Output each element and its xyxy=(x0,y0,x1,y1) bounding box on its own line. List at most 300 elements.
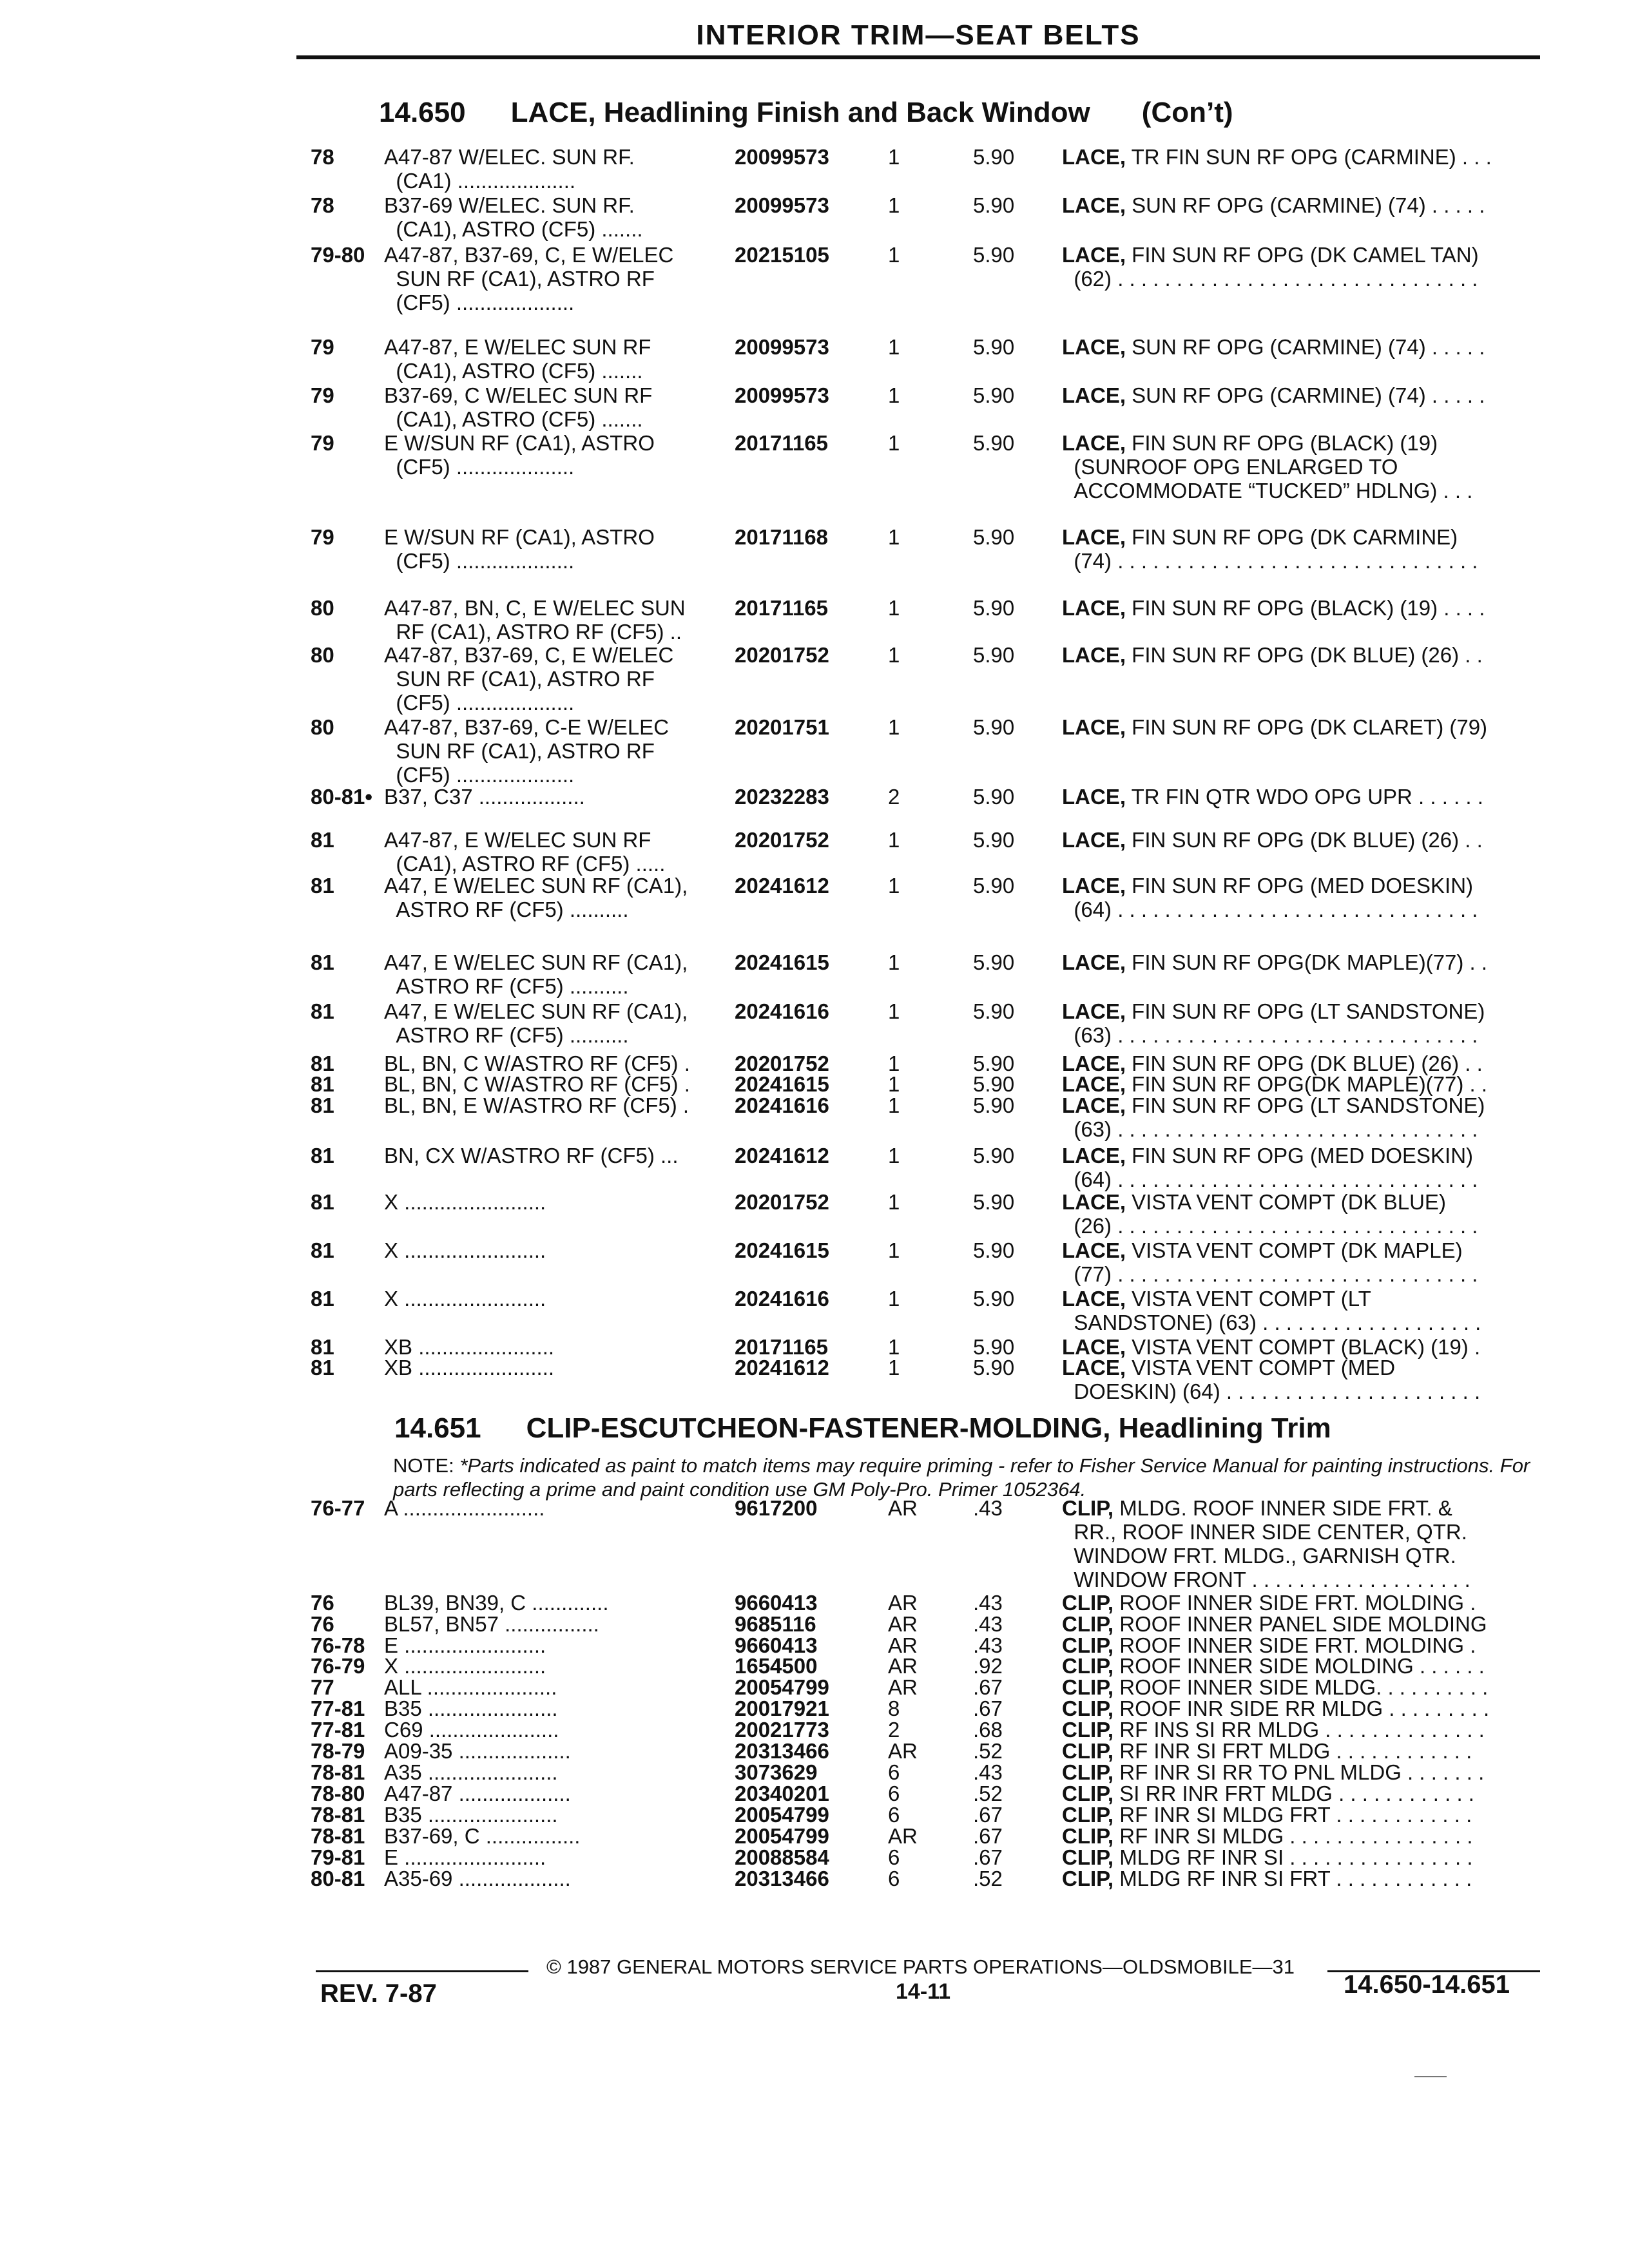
model-cell: A09-35 ................... xyxy=(384,1739,571,1763)
quantity-cell: 1 xyxy=(888,431,900,455)
year-cell: 79 xyxy=(311,525,334,549)
description-cell xyxy=(1062,1591,1526,1615)
price-cell: .43 xyxy=(973,1496,1003,1520)
price-cell: .43 xyxy=(973,1633,1003,1657)
model-cell: E ........................ xyxy=(384,1633,546,1657)
part-number-cell: 20241612 xyxy=(735,1144,829,1168)
year-cell: 81 xyxy=(311,874,334,898)
year-cell: 78-80 xyxy=(311,1782,365,1805)
description-cell xyxy=(1062,431,1526,503)
description-cell xyxy=(1062,1739,1526,1763)
price-cell: .92 xyxy=(973,1654,1003,1678)
quantity-cell: 8 xyxy=(888,1696,900,1720)
description-cell xyxy=(1062,999,1526,1047)
description-cell xyxy=(1062,243,1526,291)
year-cell: 78-81 xyxy=(311,1760,365,1784)
price-cell: .52 xyxy=(973,1867,1003,1890)
year-cell: 80 xyxy=(311,643,334,667)
year-cell: 79 xyxy=(311,383,334,407)
description-cell xyxy=(1062,193,1526,217)
description-keyword: LACE, xyxy=(1062,1144,1126,1168)
description-keyword: LACE, xyxy=(1062,1093,1126,1117)
revision-label: REV. 7-87 xyxy=(320,1979,437,2008)
description-cell xyxy=(1062,950,1526,974)
quantity-cell: 1 xyxy=(888,1335,900,1359)
description-cell xyxy=(1062,874,1526,921)
model-cell: B37, C37 .................. xyxy=(384,785,585,809)
part-number-cell: 20241616 xyxy=(735,999,829,1023)
price-cell: 5.90 xyxy=(973,525,1015,549)
year-cell: 81 xyxy=(311,1287,334,1311)
year-cell: 81 xyxy=(311,950,334,974)
model-cell: A47-87, B37-69, C, E W/ELEC SUN RF (CA1), ASTRO RF (CF5) .................... xyxy=(384,243,674,314)
part-number-cell: 20054799 xyxy=(735,1675,829,1699)
model-cell: E ........................ xyxy=(384,1845,546,1869)
price-cell: 5.90 xyxy=(973,1287,1015,1311)
part-number-cell: 20201752 xyxy=(735,828,829,852)
quantity-cell: 1 xyxy=(888,715,900,739)
description-text: FIN SUN RF OPG (BLACK) (19) . . . . xyxy=(1126,596,1485,620)
model-cell: BL, BN, C W/ASTRO RF (CF5) . xyxy=(384,1052,690,1075)
model-cell: A ........................ xyxy=(384,1496,545,1520)
description-cell xyxy=(1062,1654,1526,1678)
year-cell: 79-81 xyxy=(311,1845,365,1869)
description-cell xyxy=(1062,1496,1526,1591)
quantity-cell: 6 xyxy=(888,1803,900,1827)
description-keyword: CLIP, xyxy=(1062,1824,1114,1848)
year-cell: 78 xyxy=(311,145,334,169)
description-cell xyxy=(1062,145,1526,169)
part-number-cell: 20021773 xyxy=(735,1718,829,1742)
description-text: MLDG. ROOF INNER SIDE FRT. & RR., ROOF INNER SIDE CENTER, QTR. WINDOW FRT. MLDG., GARNISH QTR. WINDOW FRONT . . . . . . . . . . . . . . . . . . . xyxy=(1074,1496,1470,1591)
price-cell: 5.90 xyxy=(973,193,1015,217)
year-cell: 81 xyxy=(311,1072,334,1096)
description-cell xyxy=(1062,643,1526,667)
part-number-cell: 20054799 xyxy=(735,1803,829,1827)
model-cell: B37-69, C ................ xyxy=(384,1824,581,1848)
quantity-cell: 1 xyxy=(888,828,900,852)
price-cell: 5.90 xyxy=(973,785,1015,809)
year-cell: 80 xyxy=(311,596,334,620)
quantity-cell: 1 xyxy=(888,1144,900,1168)
part-number-cell: 20099573 xyxy=(735,335,829,359)
price-cell: .67 xyxy=(973,1675,1003,1699)
footer-rule-left xyxy=(316,1970,528,1972)
description-cell xyxy=(1062,383,1526,407)
description-text: FIN SUN RF OPG (DK CLARET) (79) xyxy=(1126,715,1488,739)
quantity-cell: 1 xyxy=(888,1287,900,1311)
model-cell: A35 ...................... xyxy=(384,1760,558,1784)
part-number-cell: 20241612 xyxy=(735,874,829,898)
year-cell: 78-79 xyxy=(311,1739,365,1763)
year-cell: 81 xyxy=(311,999,334,1023)
year-cell: 76-78 xyxy=(311,1633,365,1657)
description-text: FIN SUN RF OPG (MED DOESKIN) (64) . . . . . . . . . . . . . . . . . . . . . . . . . . . . . . . xyxy=(1074,1144,1478,1191)
year-cell: 81 xyxy=(311,1144,334,1168)
quantity-cell: 1 xyxy=(888,999,900,1023)
description-keyword: LACE, xyxy=(1062,999,1126,1023)
quantity-cell: AR xyxy=(888,1739,918,1763)
section-heading-14651 xyxy=(394,1412,1331,1445)
description-keyword: CLIP, xyxy=(1062,1591,1114,1615)
model-cell: X ........................ xyxy=(384,1654,546,1678)
price-cell: 5.90 xyxy=(973,950,1015,974)
model-cell: A47-87, E W/ELEC SUN RF (CA1), ASTRO RF (CF5) ..... xyxy=(384,828,666,876)
description-keyword: LACE, xyxy=(1062,828,1126,852)
part-number-cell: 20201752 xyxy=(735,1052,829,1075)
description-text: SUN RF OPG (CARMINE) (74) . . . . . xyxy=(1126,335,1485,359)
quantity-cell: 1 xyxy=(888,1190,900,1214)
description-keyword: CLIP, xyxy=(1062,1612,1114,1636)
year-cell: 78 xyxy=(311,193,334,217)
model-cell: BL, BN, E W/ASTRO RF (CF5) . xyxy=(384,1093,689,1117)
section-range: 14.650-14.651 xyxy=(1344,1970,1510,1999)
description-text: FIN SUN RF OPG (MED DOESKIN) (64) . . . . . . . . . . . . . . . . . . . . . . . . . . . . . . . xyxy=(1074,874,1478,921)
description-keyword: CLIP, xyxy=(1062,1739,1114,1763)
description-cell xyxy=(1062,715,1526,739)
description-text: FIN SUN RF OPG (BLACK) (19) (SUNROOF OPG ENLARGED TO ACCOMMODATE “TUCKED” HDLNG) . . . xyxy=(1074,431,1473,503)
description-keyword: LACE, xyxy=(1062,525,1126,549)
description-keyword: LACE, xyxy=(1062,1356,1126,1379)
section-title: CLIP-ESCUTCHEON-FASTENER-MOLDING, Headlining Trim xyxy=(526,1412,1331,1444)
description-text: FIN SUN RF OPG (DK BLUE) (26) . . xyxy=(1126,643,1483,667)
description-text: RF INS SI RR MLDG . . . . . . . . . . . . . . xyxy=(1113,1718,1485,1742)
model-cell: C69 ...................... xyxy=(384,1718,559,1742)
year-cell: 81 xyxy=(311,1052,334,1075)
quantity-cell: 6 xyxy=(888,1845,900,1869)
description-text: TR FIN SUN RF OPG (CARMINE) . . . xyxy=(1126,145,1492,169)
description-text: RF INR SI RR TO PNL MLDG . . . . . . . xyxy=(1113,1760,1485,1784)
description-cell xyxy=(1062,1718,1526,1742)
model-cell: XB ....................... xyxy=(384,1335,555,1359)
model-cell: A35-69 ................... xyxy=(384,1867,571,1890)
description-text: FIN SUN RF OPG (LT SANDSTONE) (63) . . . . . . . . . . . . . . . . . . . . . . . . . . . . . . . xyxy=(1074,999,1485,1047)
year-cell: 80 xyxy=(311,715,334,739)
price-cell: 5.90 xyxy=(973,1238,1015,1262)
price-cell: 5.90 xyxy=(973,1093,1015,1117)
description-cell xyxy=(1062,1072,1526,1096)
year-cell: 77 xyxy=(311,1675,334,1699)
year-cell: 77-81 xyxy=(311,1696,365,1720)
price-cell: 5.90 xyxy=(973,243,1015,267)
footer-copyright: © 1987 GENERAL MOTORS SERVICE PARTS OPERATIONS—OLDSMOBILE—31 xyxy=(546,1956,1295,1978)
description-keyword: LACE, xyxy=(1062,383,1126,407)
part-number-cell: 20201751 xyxy=(735,715,829,739)
part-number-cell: 20099573 xyxy=(735,145,829,169)
model-cell: BN, CX W/ASTRO RF (CF5) ... xyxy=(384,1144,679,1168)
year-cell: 76-79 xyxy=(311,1654,365,1678)
price-cell: .43 xyxy=(973,1612,1003,1636)
description-cell xyxy=(1062,1675,1526,1699)
part-number-cell: 20340201 xyxy=(735,1782,829,1805)
part-number-cell: 20313466 xyxy=(735,1867,829,1890)
quantity-cell: 2 xyxy=(888,1718,900,1742)
description-text: TR FIN QTR WDO OPG UPR . . . . . . xyxy=(1126,785,1483,809)
description-text: ROOF INNER SIDE FRT. MOLDING . xyxy=(1113,1633,1476,1657)
quantity-cell: 1 xyxy=(888,950,900,974)
model-cell: BL, BN, C W/ASTRO RF (CF5) . xyxy=(384,1072,690,1096)
part-number-cell: 9660413 xyxy=(735,1591,818,1615)
quantity-cell: AR xyxy=(888,1612,918,1636)
description-cell xyxy=(1062,1845,1526,1869)
section-title: LACE, Headlining Finish and Back Window xyxy=(510,97,1090,128)
description-text: FIN SUN RF OPG (LT SANDSTONE) (63) . . . . . . . . . . . . . . . . . . . . . . . . . . . . . . . xyxy=(1074,1093,1485,1141)
price-cell: .67 xyxy=(973,1696,1003,1720)
part-number-cell: 20232283 xyxy=(735,785,829,809)
description-keyword: CLIP, xyxy=(1062,1803,1114,1827)
description-cell xyxy=(1062,1760,1526,1784)
year-cell: 81 xyxy=(311,1093,334,1117)
model-cell: A47, E W/ELEC SUN RF (CA1), ASTRO RF (CF5) .......... xyxy=(384,874,688,921)
part-number-cell: 9660413 xyxy=(735,1633,818,1657)
quantity-cell: 6 xyxy=(888,1760,900,1784)
note-label: NOTE: xyxy=(393,1454,454,1477)
price-cell: 5.90 xyxy=(973,715,1015,739)
description-keyword: CLIP, xyxy=(1062,1845,1114,1869)
price-cell: .52 xyxy=(973,1782,1003,1805)
description-text: FIN SUN RF OPG(DK MAPLE)(77) . . xyxy=(1126,1072,1488,1096)
page-title: INTERIOR TRIM—SEAT BELTS xyxy=(296,19,1540,59)
part-number-cell: 20201752 xyxy=(735,1190,829,1214)
model-cell: X ........................ xyxy=(384,1190,546,1214)
description-text: ROOF INNER SIDE MOLDING . . . . . . xyxy=(1113,1654,1485,1678)
price-cell: 5.90 xyxy=(973,1144,1015,1168)
price-cell: 5.90 xyxy=(973,596,1015,620)
quantity-cell: 1 xyxy=(888,596,900,620)
description-keyword: LACE, xyxy=(1062,1190,1126,1214)
year-cell: 76 xyxy=(311,1591,334,1615)
description-text: VISTA VENT COMPT (DK MAPLE) (77) . . . . . . . . . . . . . . . . . . . . . . . . . . . . . . . xyxy=(1074,1238,1478,1286)
description-keyword: LACE, xyxy=(1062,785,1126,809)
price-cell: 5.90 xyxy=(973,145,1015,169)
description-cell xyxy=(1062,1093,1526,1141)
price-cell: 5.90 xyxy=(973,383,1015,407)
description-cell xyxy=(1062,1356,1526,1403)
price-cell: .68 xyxy=(973,1718,1003,1742)
description-text: FIN SUN RF OPG (DK CARMINE) (74) . . . . . . . . . . . . . . . . . . . . . . . . . . . . . . . xyxy=(1074,525,1478,573)
part-number-cell: 9617200 xyxy=(735,1496,818,1520)
year-cell: 81 xyxy=(311,828,334,852)
price-cell: 5.90 xyxy=(973,999,1015,1023)
description-cell xyxy=(1062,828,1526,852)
model-cell: BL39, BN39, C ............. xyxy=(384,1591,609,1615)
description-keyword: LACE, xyxy=(1062,596,1126,620)
quantity-cell: 1 xyxy=(888,1093,900,1117)
description-text: VISTA VENT COMPT (LT SANDSTONE) (63) . . . . . . . . . . . . . . . . . . . xyxy=(1074,1287,1481,1334)
description-keyword: CLIP, xyxy=(1062,1867,1114,1890)
description-text: FIN SUN RF OPG (DK CAMEL TAN) (62) . . . . . . . . . . . . . . . . . . . . . . . . . . . . . . . xyxy=(1074,243,1479,291)
description-keyword: LACE, xyxy=(1062,950,1126,974)
quantity-cell: AR xyxy=(888,1591,918,1615)
year-cell: 79 xyxy=(311,431,334,455)
quantity-cell: 1 xyxy=(888,525,900,549)
page-number: 14-11 xyxy=(896,1979,951,2004)
quantity-cell: 1 xyxy=(888,193,900,217)
model-cell: B35 ...................... xyxy=(384,1696,558,1720)
description-keyword: LACE, xyxy=(1062,643,1126,667)
model-cell: BL57, BN57 ................ xyxy=(384,1612,599,1636)
price-cell: 5.90 xyxy=(973,1072,1015,1096)
price-cell: 5.90 xyxy=(973,1335,1015,1359)
description-cell xyxy=(1062,1824,1526,1848)
description-text: RF INR SI MLDG . . . . . . . . . . . . . . . . xyxy=(1113,1824,1473,1848)
model-cell: XB ....................... xyxy=(384,1356,555,1379)
section-number: 14.651 xyxy=(394,1412,481,1444)
description-keyword: LACE, xyxy=(1062,1052,1126,1075)
description-keyword: CLIP, xyxy=(1062,1496,1114,1520)
model-cell: B37-69, C W/ELEC SUN RF (CA1), ASTRO (CF5) ....... xyxy=(384,383,653,431)
quantity-cell: AR xyxy=(888,1675,918,1699)
description-text: FIN SUN RF OPG(DK MAPLE)(77) . . xyxy=(1126,950,1488,974)
year-cell: 76-77 xyxy=(311,1496,365,1520)
model-cell: E W/SUN RF (CA1), ASTRO (CF5) .................... xyxy=(384,431,655,479)
description-text: SUN RF OPG (CARMINE) (74) . . . . . xyxy=(1126,383,1485,407)
model-cell: A47-87, B37-69, C-E W/ELEC SUN RF (CA1), ASTRO RF (CF5) .................... xyxy=(384,715,670,787)
year-cell: 78-81 xyxy=(311,1824,365,1848)
quantity-cell: 6 xyxy=(888,1867,900,1890)
price-cell: .67 xyxy=(973,1845,1003,1869)
year-cell: 81 xyxy=(311,1238,334,1262)
description-text: MLDG RF INR SI FRT . . . . . . . . . . . . xyxy=(1113,1867,1472,1890)
section-heading-14650 xyxy=(379,97,1233,129)
description-keyword: LACE, xyxy=(1062,874,1126,898)
price-cell: 5.90 xyxy=(973,643,1015,667)
description-keyword: CLIP, xyxy=(1062,1760,1114,1784)
description-text: MLDG RF INR SI . . . . . . . . . . . . . . . . xyxy=(1113,1845,1473,1869)
description-cell xyxy=(1062,1190,1526,1238)
quantity-cell: 6 xyxy=(888,1782,900,1805)
description-keyword: LACE, xyxy=(1062,145,1126,169)
model-cell: X ........................ xyxy=(384,1238,546,1262)
part-number-cell: 20099573 xyxy=(735,193,829,217)
description-text: RF INR SI FRT MLDG . . . . . . . . . . . . xyxy=(1113,1739,1472,1763)
part-number-cell: 20313466 xyxy=(735,1739,829,1763)
description-text: SI RR INR FRT MLDG . . . . . . . . . . . . xyxy=(1113,1782,1474,1805)
model-cell: A47-87 W/ELEC. SUN RF. (CA1) .................... xyxy=(384,145,635,193)
quantity-cell: 1 xyxy=(888,243,900,267)
note xyxy=(393,1454,1534,1501)
description-cell xyxy=(1062,785,1526,809)
year-cell: 80-81• xyxy=(311,785,372,809)
year-cell: 81 xyxy=(311,1190,334,1214)
part-number-cell: 20054799 xyxy=(735,1824,829,1848)
part-number-cell: 20241612 xyxy=(735,1356,829,1379)
description-text: FIN SUN RF OPG (DK BLUE) (26) . . xyxy=(1126,828,1483,852)
description-keyword: LACE, xyxy=(1062,1335,1126,1359)
description-text: FIN SUN RF OPG (DK BLUE) (26) . . xyxy=(1126,1052,1483,1075)
quantity-cell: 2 xyxy=(888,785,900,809)
description-cell xyxy=(1062,596,1526,620)
description-cell xyxy=(1062,1782,1526,1805)
price-cell: 5.90 xyxy=(973,1356,1015,1379)
part-number-cell: 20088584 xyxy=(735,1845,829,1869)
year-cell: 79 xyxy=(311,335,334,359)
description-text: ROOF INNER PANEL SIDE MOLDING xyxy=(1113,1612,1487,1636)
year-cell: 81 xyxy=(311,1356,334,1379)
description-text: ROOF INR SIDE RR MLDG . . . . . . . . . xyxy=(1113,1696,1490,1720)
year-cell: 79-80 xyxy=(311,243,365,267)
year-cell: 80-81 xyxy=(311,1867,365,1890)
description-text: VISTA VENT COMPT (DK BLUE) (26) . . . . . . . . . . . . . . . . . . . . . . . . . . . . . . . xyxy=(1074,1190,1478,1238)
part-number-cell: 1654500 xyxy=(735,1654,818,1678)
year-cell: 76 xyxy=(311,1612,334,1636)
model-cell: A47-87, B37-69, C, E W/ELEC SUN RF (CA1), ASTRO RF (CF5) .................... xyxy=(384,643,674,715)
scan-mark xyxy=(1414,2076,1447,2077)
description-cell xyxy=(1062,1867,1526,1890)
part-number-cell: 20241615 xyxy=(735,950,829,974)
part-number-cell: 20201752 xyxy=(735,643,829,667)
price-cell: .67 xyxy=(973,1803,1003,1827)
model-cell: X ........................ xyxy=(384,1287,546,1311)
description-text: SUN RF OPG (CARMINE) (74) . . . . . xyxy=(1126,193,1485,217)
part-number-cell: 20171165 xyxy=(735,596,829,620)
model-cell: A47, E W/ELEC SUN RF (CA1), ASTRO RF (CF5) .......... xyxy=(384,999,688,1047)
year-cell: 77-81 xyxy=(311,1718,365,1742)
description-cell xyxy=(1062,1696,1526,1720)
quantity-cell: 1 xyxy=(888,1052,900,1075)
description-keyword: LACE, xyxy=(1062,715,1126,739)
model-cell: A47-87, BN, C, E W/ELEC SUN RF (CA1), ASTRO RF (CF5) .. xyxy=(384,596,686,644)
quantity-cell: 1 xyxy=(888,1238,900,1262)
description-keyword: CLIP, xyxy=(1062,1696,1114,1720)
description-cell xyxy=(1062,1803,1526,1827)
description-keyword: LACE, xyxy=(1062,1287,1126,1311)
price-cell: 5.90 xyxy=(973,874,1015,898)
description-text: ROOF INNER SIDE FRT. MOLDING . xyxy=(1113,1591,1476,1615)
model-cell: ALL ...................... xyxy=(384,1675,557,1699)
description-keyword: LACE, xyxy=(1062,243,1126,267)
quantity-cell: AR xyxy=(888,1496,918,1520)
description-cell xyxy=(1062,335,1526,359)
description-text: ROOF INNER SIDE MLDG. . . . . . . . . . xyxy=(1113,1675,1489,1699)
price-cell: .67 xyxy=(973,1824,1003,1848)
price-cell: 5.90 xyxy=(973,1190,1015,1214)
quantity-cell: 1 xyxy=(888,874,900,898)
description-cell xyxy=(1062,525,1526,573)
quantity-cell: AR xyxy=(888,1824,918,1848)
description-keyword: LACE, xyxy=(1062,1072,1126,1096)
quantity-cell: 1 xyxy=(888,383,900,407)
quantity-cell: 1 xyxy=(888,643,900,667)
part-number-cell: 20171165 xyxy=(735,1335,829,1359)
price-cell: 5.90 xyxy=(973,828,1015,852)
description-keyword: CLIP, xyxy=(1062,1675,1114,1699)
model-cell: A47-87 ................... xyxy=(384,1782,571,1805)
note-text: *Parts indicated as paint to match items may require priming - refer to Fisher Service Manual for painting instructions. For parts reflecting a prime and paint condition use GM Poly-Pro. Primer 1052364. xyxy=(393,1454,1530,1501)
price-cell: 5.90 xyxy=(973,335,1015,359)
part-number-cell: 20171165 xyxy=(735,431,829,455)
description-cell xyxy=(1062,1612,1526,1636)
part-number-cell: 20017921 xyxy=(735,1696,829,1720)
part-number-cell: 3073629 xyxy=(735,1760,818,1784)
description-keyword: CLIP, xyxy=(1062,1782,1114,1805)
description-text: VISTA VENT COMPT (MED DOESKIN) (64) . . . . . . . . . . . . . . . . . . . . . . xyxy=(1074,1356,1481,1403)
part-number-cell: 20241615 xyxy=(735,1072,829,1096)
description-keyword: LACE, xyxy=(1062,431,1126,455)
continued-label: (Con’t) xyxy=(1141,97,1233,128)
part-number-cell: 20215105 xyxy=(735,243,829,267)
description-keyword: CLIP, xyxy=(1062,1633,1114,1657)
price-cell: 5.90 xyxy=(973,431,1015,455)
quantity-cell: AR xyxy=(888,1654,918,1678)
description-cell xyxy=(1062,1287,1526,1334)
quantity-cell: 1 xyxy=(888,335,900,359)
part-number-cell: 20099573 xyxy=(735,383,829,407)
price-cell: .43 xyxy=(973,1760,1003,1784)
part-number-cell: 9685116 xyxy=(735,1612,816,1636)
section-number: 14.650 xyxy=(379,97,466,128)
model-cell: B35 ...................... xyxy=(384,1803,558,1827)
